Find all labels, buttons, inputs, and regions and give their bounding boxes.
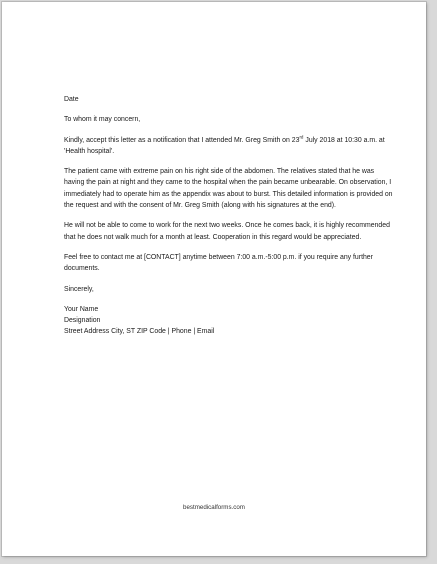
letter-paragraph-contact: Feel free to contact me at [CONTACT] anytime between 7:00 a.m.-5:00 p.m. if you require any further documents. bbox=[64, 253, 373, 273]
paragraph-text-start: Kindly, accept this letter as a notification that I attended Mr. Greg Smith on 23 bbox=[64, 136, 300, 144]
letter-paragraph-notification bbox=[64, 135, 394, 158]
letter-date: Date bbox=[64, 96, 79, 103]
ordinal-suffix: rd bbox=[299, 134, 304, 140]
signature-address: Street Address City, ST ZIP Code | Phone | Email bbox=[64, 328, 215, 336]
signature-block bbox=[64, 304, 394, 338]
letter-salutation: To whom it may concern, bbox=[64, 116, 141, 124]
letter-paragraph-recommendation: He will not be able to come to work for the next two weeks. Once he comes back, it is highly recommended that he does not walk much for a month at least. Cooperation in this regard would be appreciated. bbox=[64, 222, 390, 241]
letter-closing: Sincerely, bbox=[64, 285, 94, 293]
letter-body bbox=[64, 94, 394, 338]
document-page bbox=[2, 2, 426, 556]
footer-website: bestmedicalforms.com bbox=[183, 504, 245, 511]
paragraph-text-end: July 2018 at 10:30 a.m. at 'Health hospital'. bbox=[64, 136, 385, 155]
signature-designation: Designation bbox=[64, 317, 101, 325]
signature-name: Your Name bbox=[64, 305, 99, 313]
letter-paragraph-diagnosis: The patient came with extreme pain on his right side of the abdomen. The relatives stated that he was having the pain at night and they came to the hospital when the pain became unbearable. On observation, I immediately had to operate him as the appendix was about to burst. This detailed information is provided on the request and with the consent of Mr. Greg Smith (along with his signatures at the end). bbox=[64, 168, 393, 210]
